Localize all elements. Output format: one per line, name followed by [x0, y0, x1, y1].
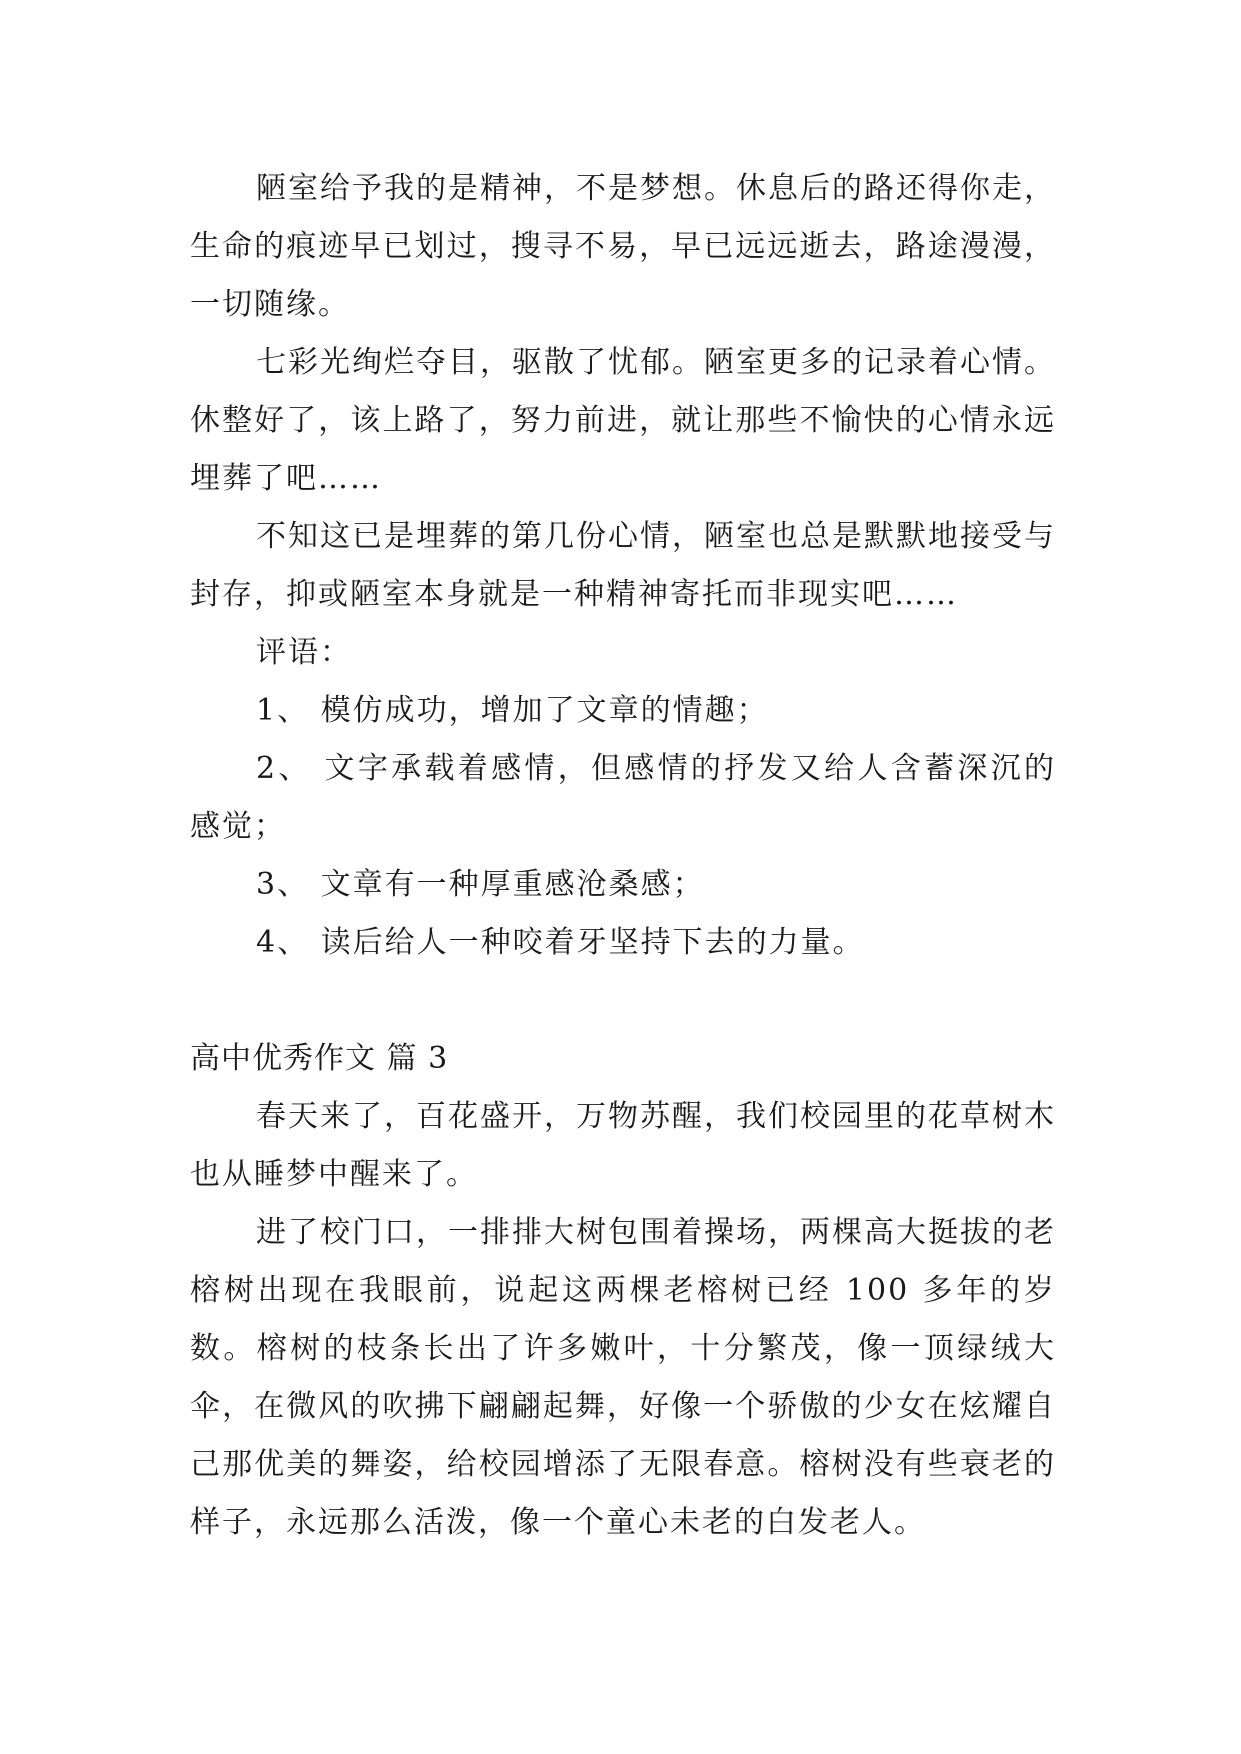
document-body	[190, 160, 1056, 1552]
comment-label: 评语：	[256, 635, 352, 670]
paragraph: 进了校门口，一排排大树包围着操场，两棵高大挺拔的老榕树出现在我眼前，说起这两棵老榕树已经 100 多年的岁数。榕树的枝条长出了许多嫩叶，十分繁茂，像一顶绿绒大伞，在微风的吹拂下翩翩起舞，好像一个骄傲的少女在炫耀自己那优美的舞姿，给校园增添了无限春意。榕树没有些衰老的样子，永远那么活泼，像一个童心未老的白发老人。	[190, 1215, 1056, 1540]
paragraph: 不知这已是埋葬的第几份心情，陋室也总是默默地接受与封存，抑或陋室本身就是一种精神寄托而非现实吧……	[190, 519, 1056, 612]
comment-item: 1、 模仿成功，增加了文章的情趣；	[256, 693, 769, 728]
comment-item: 4、 读后给人一种咬着牙坚持下去的力量。	[256, 925, 865, 960]
paragraph: 七彩光绚烂夺目，驱散了忧郁。陋室更多的记录着心情。休整好了，该上路了，努力前进，就让那些不愉快的心情永远埋葬了吧……	[190, 345, 1056, 496]
section-spacer	[190, 972, 1056, 1030]
paragraph: 陋室给予我的是精神，不是梦想。休息后的路还得你走，生命的痕迹早已划过，搜寻不易，早已远远逝去，路途漫漫，一切随缘。	[190, 171, 1056, 322]
paragraph: 春天来了，百花盛开，万物苏醒，我们校园里的花草树木也从睡梦中醒来了。	[190, 1099, 1056, 1192]
comment-item: 2、 文字承载着感情，但感情的抒发又给人含蓄深沉的感觉；	[190, 751, 1056, 844]
section-heading: 高中优秀作文 篇 3	[190, 1041, 449, 1076]
comment-item: 3、 文章有一种厚重感沧桑感；	[256, 867, 705, 902]
